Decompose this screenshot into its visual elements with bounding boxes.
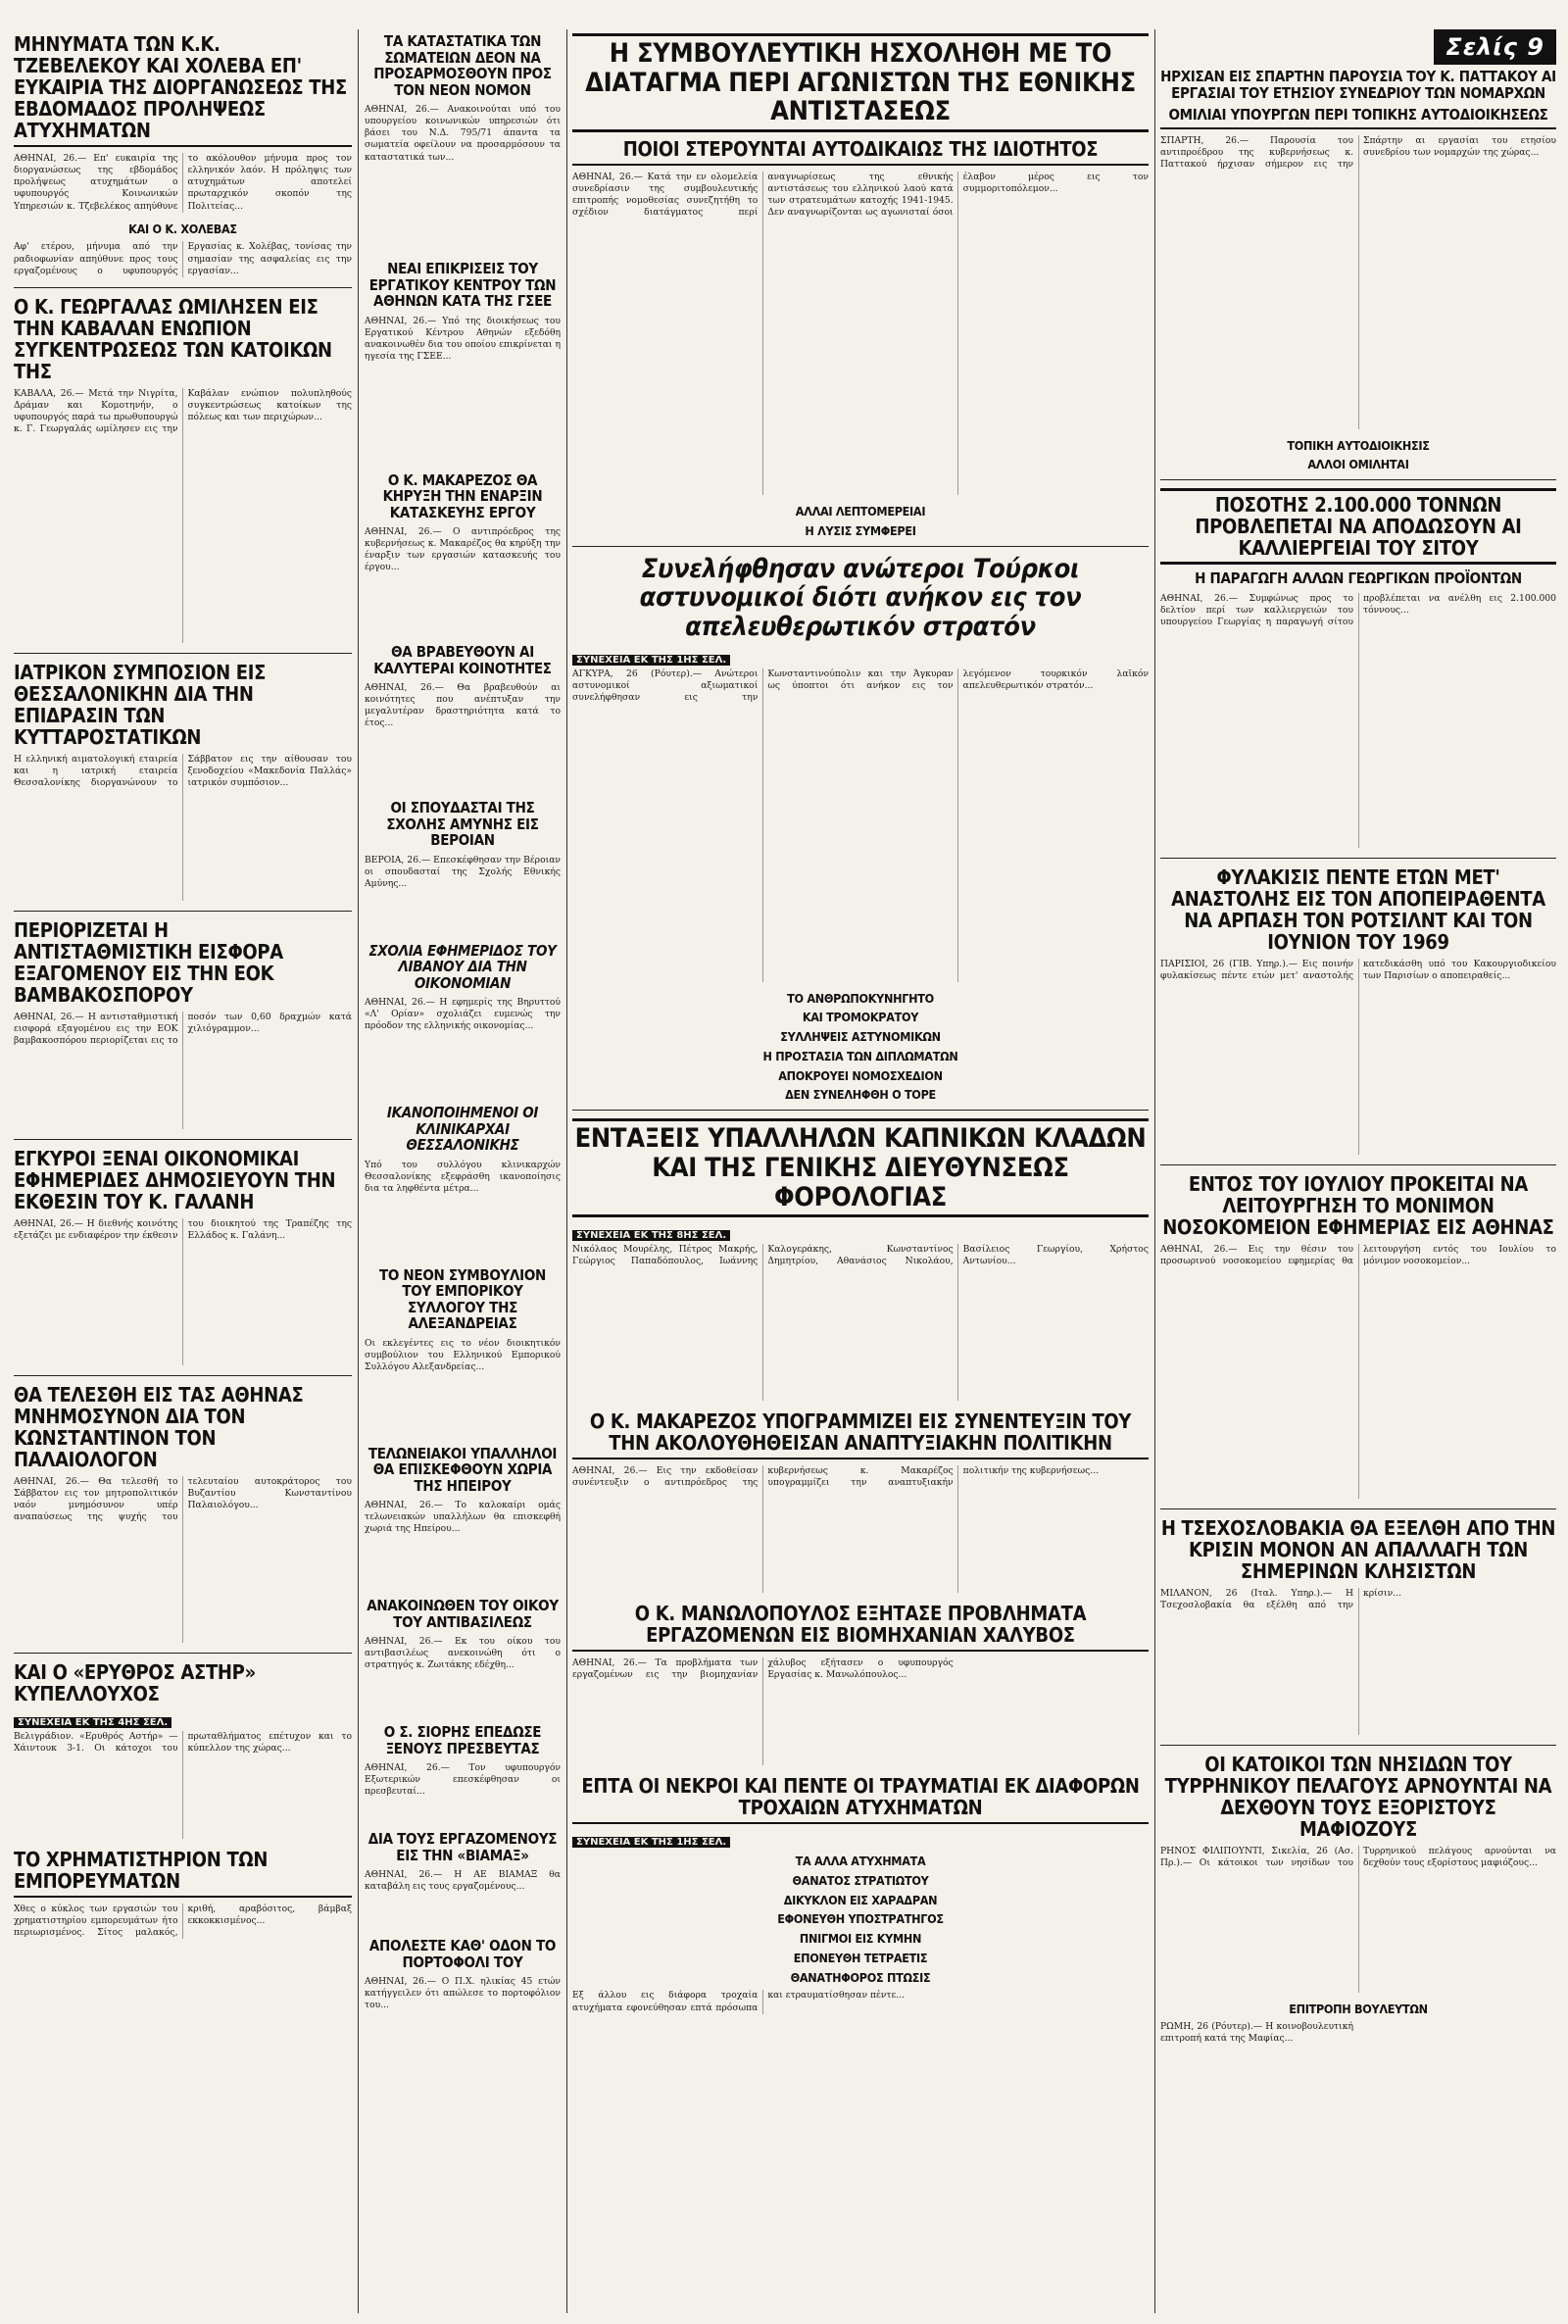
subheading: ΕΠΙΤΡΟΠΗ ΒΟΥΛΕΥΤΩΝ — [1289, 2001, 1428, 2016]
subheading: Η ΠΡΟΣΤΑΣΙΑ ΤΩΝ ΔΙΠΛΩΜΑΤΩΝ — [762, 1048, 958, 1063]
column-divider — [566, 29, 567, 2313]
headline: Ο Κ. ΜΑΚΑΡΕΖΟΣ ΘΑ ΚΗΡΥΞΗ ΤΗΝ ΕΝΑΡΞΙΝ ΚΑΤΑΣΚΕΥΗΣ ΕΡΓΟΥ — [382, 470, 543, 521]
article-body: ΒΕΡΟΙΑ, 26.— Επεσκέφθησαν την Βέροιαν οι σπουδασταί της Σχολής Εθνικής Αμύνης... — [365, 854, 561, 889]
headline: ΠΕΡΙΟΡΙΖΕΤΑΙ Η ΑΝΤΙΣΤΑΘΜΙΣΤΙΚΗ ΕΙΣΦΟΡΑ ΕΞΑΓΟΜΕΝΟΥ ΕΙΣ ΤΗΝ ΕΟΚ ΒΑΜΒΑΚΟΣΠΟΡΟΥ — [14, 917, 283, 1007]
headline: ΔΙΑ ΤΟΥΣ ΕΡΓΑΖΟΜΕΝΟΥΣ ΕΙΣ ΤΗΝ «ΒΙΑΜΑΞ» — [368, 1830, 558, 1864]
article-body: ΑΘΗΝΑΙ, 26.— Ο αντιπρόεδρος της κυβερνήσεως κ. Μακαρέζος θα κηρύξη την έναρξιν των εργασιών κατασκευής του έργου... — [365, 526, 561, 573]
column-center — [572, 29, 1149, 2313]
subheading: ΑΛΛΑΙ ΛΕΠΤΟΜΕΡΕΙΑΙ — [795, 504, 926, 519]
headline: ΠΟΙΟΙ ΣΤΕΡΟΥΝΤΑΙ ΑΥΤΟΔΙΚΑΙΩΣ ΤΗΣ ΙΔΙΟΤΗΤΟΣ — [572, 138, 1149, 166]
headline: Ο Σ. ΣΙΟΡΗΣ ΕΠΕΔΩΣΕ ΞΕΝΟΥΣ ΠΡΕΣΒΕΥΤΑΣ — [383, 1723, 542, 1757]
headline: ΣΧΟΛΙΑ ΕΦΗΜΕΡΙΔΟΣ ΤΟΥ ΛΙΒΑΝΟΥ ΔΙΑ ΤΗΝ ΟΙΚΟΝΟΜΙΑΝ — [368, 941, 557, 992]
divider — [1160, 1508, 1556, 1509]
page-header — [1160, 29, 1556, 65]
article-body: ΑΘΗΝΑΙ, 26.— Υπό της διοικήσεως του Εργατικού Κέντρου Αθηνών εξεδόθη ανακοινωθέν δια του οποίου επικρίνεται η ηγεσία της ΓΣΕΕ... — [365, 315, 561, 362]
article-body: ΜΙΛΑΝΟΝ, 26 (Ιταλ. Υπηρ.).— Η Τσεχοσλοβακία θα εξέλθη από την κρίσιν... — [1160, 1587, 1401, 1610]
article-body: ΑΘΗΝΑΙ, 26.— Η αντισταθμιστική εισφορά εξαγομένου εις την ΕΟΚ βαμβακοσπόρου περιορίζεται εις το ποσόν των 0,60 δραχμών κατά χιλιόγραμμον... — [14, 1011, 352, 1047]
article-body: ΑΘΗΝΑΙ, 26.— Τον υφυπουργόν Εξωτερικών επεσκέφθησαν οι πρεσβευταί... — [365, 1762, 561, 1798]
column-second — [365, 29, 561, 2313]
subheading: ΕΦΟΝΕΥΘΗ ΥΠΟΣΤΡΑΤΗΓΟΣ — [777, 1911, 944, 1927]
subheading: ΕΠΟΝΕΥΘΗ ΤΕΤΡΑΕΤΙΣ — [793, 1950, 928, 1965]
article-body: ΑΘΗΝΑΙ, 26.— Εις την θέσιν του προσωρινού νοσοκομείου εφημερίας θα λειτουργήση εντός του Ιουλίου το μόνιμον νοσοκομείον... — [1160, 1243, 1556, 1266]
column-divider — [358, 29, 359, 2313]
continuation-label: ΣΥΝΕΧΕΙΑ ΕΚ ΤΗΣ 8ΗΣ ΣΕΛ. — [572, 1230, 730, 1241]
headline: Συνελήφθησαν ανώτεροι Τούρκοι αστυνομικοί διότι ανήκον εις τον απελευθερωτικόν στρατόν — [639, 553, 1082, 642]
article-body: ΑΘΗΝΑΙ, 26.— Συμφώνως προς το δελτίον περί των καλλιεργειών του υπουργείου Γεωργίας η παραγωγή σίτου προβλέπεται να ανέλθη εις 2.100.000 τόννους... — [1160, 592, 1556, 627]
subheading: ΣΥΛΛΗΨΕΙΣ ΑΣΤΥΝΟΜΙΚΩΝ — [780, 1029, 941, 1045]
headline: Η ΠΑΡΑΓΩΓΗ ΑΛΛΩΝ ΓΕΩΡΓΙΚΩΝ ΠΡΟΪΟΝΤΩΝ — [1195, 569, 1522, 587]
headline: ΚΑΙ Ο «ΕΡΥΘΡΟΣ ΑΣΤΗΡ» ΚΥΠΕΛΛΟΥΧΟΣ — [14, 1659, 256, 1706]
headline: Η ΣΥΜΒΟΥΛΕΥΤΙΚΗ ΗΣΧΟΛΗΘΗ ΜΕ ΤΟ ΔΙΑΤΑΓΜΑ ΠΕΡΙ ΑΓΩΝΙΣΤΩΝ ΤΗΣ ΕΘΝΙΚΗΣ ΑΝΤΙΣΤΑΣΕΩΣ — [572, 33, 1149, 132]
headline: ΘΑ ΤΕΛΕΣΘΗ ΕΙΣ ΤΑΣ ΑΘΗΝΑΣ ΜΝΗΜΟΣΥΝΟΝ ΔΙΑ ΤΟΝ ΚΩΝΣΤΑΝΤΙΝΟΝ ΤΟΝ ΠΑΛΑΙΟΛΟΓΟΝ — [14, 1382, 304, 1471]
divider — [14, 911, 352, 912]
article-body: ΣΠΑΡΤΗ, 26.— Παρουσία του αντιπροέδρου της κυβερνήσεως κ. Παττακού ήρχισαν σήμερον εις την Σπάρτην αι εργασίαι του ετησίου συνεδρίου των νομαρχών της χώρας... — [1160, 134, 1556, 170]
article-body: ΑΘΗΝΑΙ, 26.— Κατά την εν ολομελεία συνεδρίασιν της συμβουλευτικής επιτροπής νομοθεσίας συνεζητήθη το σχέδιον διατάγματος περί αναγνωρίσεως της εθνικής αντιστάσεως του ελληνικού λαού κατά των στρατευμάτων κατοχής 1941-1945. Δεν αναγνωρίζονται ως αγωνισταί όσοι έλαβον μέρος εις τον συμμοριτοπόλεμον... — [572, 172, 1149, 219]
headline: ΤΟ ΝΕΟΝ ΣΥΜΒΟΥΛΙΟΝ ΤΟΥ ΕΜΠΟΡΙΚΟΥ ΣΥΛΛΟΓΟΥ ΤΗΣ ΑΛΕΞΑΝΔΡΕΙΑΣ — [378, 1265, 547, 1332]
continuation-label: ΣΥΝΕΧΕΙΑ ΕΚ ΤΗΣ 4ΗΣ ΣΕΛ. — [14, 1717, 172, 1728]
article-body: ΑΘΗΝΑΙ, 26.— Τα προβλήματα των εργαζομένων εις την βιομηχανίαν χάλυβος εξήτασεν ο υφυπουργός Εργασίας κ. Μανωλόπουλος... — [572, 1657, 954, 1681]
headline: ΕΓΚΥΡΟΙ ΞΕΝΑΙ ΟΙΚΟΝΟΜΙΚΑΙ ΕΦΗΜΕΡΙΔΕΣ ΔΗΜΟΣΙΕΥΟΥΝ ΤΗΝ ΕΚΘΕΣΙΝ ΤΟΥ Κ. ΓΑΛΑΝΗ — [14, 1146, 336, 1213]
article-body: ΑΓΚΥΡΑ, 26 (Ρόυτερ).— Ανώτεροι αστυνομικοί αξιωματικοί συνελήφθησαν εις την Κωνσταντινούπολιν και την Άγκυραν ως ύποπτοι ότι ανήκον εις τον λεγόμενον τουρκικόν λαϊκόν απελευθερωτικόν στρατόν... — [572, 668, 1149, 703]
article-body: Η ελληνική αιματολογική εταιρεία και η ιατρική εταιρεία Θεσσαλονίκης διοργανώνουν το Σάββατον εις την αίθουσαν του ξενοδοχείου «Μακεδονία Παλλάς» ιατρικόν συμπόσιον... — [14, 753, 352, 789]
headline: ΦΥΛΑΚΙΣΙΣ ΠΕΝΤΕ ΕΤΩΝ ΜΕΤ' ΑΝΑΣΤΟΛΗΣ ΕΙΣ ΤΟΝ ΑΠΟΠΕΙΡΑΘΕΝΤΑ ΝΑ ΑΡΠΑΣΗ ΤΟΝ ΡΟΤΣΙΛΝΤ ΚΑΙ ΤΟΝ ΙΟΥΝΙΟΝ ΤΟΥ 1969 — [1171, 865, 1545, 954]
divider — [14, 1139, 352, 1140]
headline: ΠΟΣΟΤΗΣ 2.100.000 ΤΟΝΝΩΝ ΠΡΟΒΛΕΠΕΤΑΙ ΝΑ ΑΠΟΔΩΣΟΥΝ ΑΙ ΚΑΛΛΙΕΡΓΕΙΑΙ ΤΟΥ ΣΙΤΟΥ — [1160, 488, 1556, 565]
column-right — [1160, 29, 1556, 2313]
divider — [572, 546, 1149, 547]
article-body: ΑΘΗΝΑΙ, 26.— Η ΑΕ ΒΙΑΜΑΞ θα καταβάλη εις τους εργαζομένους... — [365, 1869, 561, 1893]
subheading: ΔΕΝ ΣΥΝΕΛΗΦΘΗ Ο ΤΟΡΕ — [785, 1087, 936, 1103]
headline: ΘΑ ΒΡΑΒΕΥΘΟΥΝ ΑΙ ΚΑΛΥΤΕΡΑΙ ΚΟΙΝΟΤΗΤΕΣ — [373, 643, 552, 677]
article-body: Υπό του συλλόγου κλινικαρχών Θεσσαλονίκης εξεφράσθη ικανοποίησις δια τα ληφθέντα μέτρα... — [365, 1159, 561, 1194]
divider — [572, 1110, 1149, 1111]
headline: ΟΜΙΛΙΑΙ ΥΠΟΥΡΓΩΝ ΠΕΡΙ ΤΟΠΙΚΗΣ ΑΥΤΟΔΙΟΙΚΗΣΕΩΣ — [1160, 107, 1556, 129]
continuation-label: ΣΥΝΕΧΕΙΑ ΕΚ ΤΗΣ 1ΗΣ ΣΕΛ. — [572, 1837, 730, 1848]
subheading: ΘΑΝΑΤΟΣ ΣΤΡΑΤΙΩΤΟΥ — [792, 1872, 929, 1888]
article-body: ΚΑΒΑΛΑ, 26.— Μετά την Νιγρίτα, Δράμαν και Κομοτηνήν, ο υφυπουργός παρά τω πρωθυπουργώ κ. Γ. Γεωργαλάς ωμίλησεν εις την Καβάλαν ενώπιον πολυπληθούς συγκεντρώσεως κατοίκων της πόλεως και των περιχώρων... — [14, 387, 352, 435]
subheading: Η ΛΥΣΙΣ ΣΥΜΦΕΡΕΙ — [805, 522, 916, 538]
subheading: ΤΟΠΙΚΗ ΑΥΤΟΔΙΟΙΚΗΣΙΣ — [1287, 437, 1430, 453]
article-body: ΑΘΗΝΑΙ, 26.— Εκ του οίκου του αντιβασιλέως ανεκοινώθη ότι ο στρατηγός κ. Ζωιτάκης εδέχθη... — [365, 1636, 561, 1671]
headline: ΤΑ ΚΑΤΑΣΤΑΤΙΚΑ ΤΩΝ ΣΩΜΑΤΕΙΩΝ ΔΕΟΝ ΝΑ ΠΡΟΣΑΡΜΟΣΘΟΥΝ ΠΡΟΣ ΤΟΝ ΝΕΟΝ ΝΟΜΟΝ — [373, 32, 552, 99]
article-body: ΡΩΜΗ, 26 (Ρόυτερ).— Η κοινοβουλευτική επιτροπή κατά της Μαφίας... — [1160, 2021, 1353, 2045]
article-body: ΑΘΗΝΑΙ, 26.— Η εφημερίς της Βηρυττού «Λ' Ορίαν» σχολιάζει ευμενώς την πρόοδον της ελληνικής οικονομίας... — [365, 997, 561, 1032]
continuation-label: ΣΥΝΕΧΕΙΑ ΕΚ ΤΗΣ 1ΗΣ ΣΕΛ. — [572, 655, 730, 666]
headline: Η ΤΣΕΧΟΣΛΟΒΑΚΙΑ ΘΑ ΕΞΕΛΘΗ ΑΠΟ ΤΗΝ ΚΡΙΣΙΝ ΜΟΝΟΝ ΑΝ ΑΠΑΛΛΑΓΗ ΤΩΝ ΣΗΜΕΡΙΝΩΝ ΚΛΗΣΙΣΤΩΝ — [1160, 1515, 1556, 1583]
subheading: ΚΑΙ ΤΡΟΜΟΚΡΑΤΟΥ — [802, 1010, 919, 1025]
headline: ΑΠΟΛΕΣΤΕ ΚΑΘ' ΟΔΟΝ ΤΟ ΠΟΡΤΟΦΟΛΙ ΤΟΥ — [368, 1937, 557, 1971]
subheading: ΤΑ ΑΛΛΑ ΑΤΥΧΗΜΑΤΑ — [795, 1854, 926, 1869]
article-body: ΑΘΗΝΑΙ, 26.— Θα τελεσθή το Σάββατον εις τον μητροπολιτικόν ναόν μνημόσυνον υπέρ αναπαύσεως της ψυχής του τελευταίου αυτοκράτορος του Βυζαντίου Κωνσταντίνου Παλαιολόγου... — [14, 1475, 352, 1523]
divider — [1160, 1745, 1556, 1746]
article-body: ΡΗΝΟΣ ΦΙΛΙΠΟΥΝΤΙ, Σικελία, 26 (Ασ. Πρ.).— Οι κάτοικοι των νησίδων του Τυρρηνικού πελάγους αρνούνται να δεχθούν τους εξορίστους μαφιόζους... — [1160, 1845, 1556, 1868]
divider — [1160, 1164, 1556, 1165]
divider — [1160, 479, 1556, 480]
headline: ΕΝΤΟΣ ΤΟΥ ΙΟΥΛΙΟΥ ΠΡΟΚΕΙΤΑΙ ΝΑ ΛΕΙΤΟΥΡΓΗΣΗ ΤΟ ΜΟΝΙΜΟΝ ΝΟΣΟΚΟΜΕΙΟΝ ΕΦΗΜΕΡΙΑΣ ΕΙΣ ΑΘΗΝΑΣ — [1162, 1171, 1554, 1239]
subheading: ΤΟ ΑΝΘΡΩΠΟΚΥΝΗΓΗΤΟ — [787, 990, 934, 1006]
headline: ΟΙ ΚΑΤΟΙΚΟΙ ΤΩΝ ΝΗΣΙΔΩΝ ΤΟΥ ΤΥΡΡΗΝΙΚΟΥ ΠΕΛΑΓΟΥΣ ΑΡΝΟΥΝΤΑΙ ΝΑ ΔΕΧΘΟΥΝ ΤΟΥΣ ΕΞΟΡΙΣΤΟΥΣ ΜΑΦΙΟΖΟΥΣ — [1164, 1752, 1552, 1841]
article-body: Βελιγράδιον. «Ερυθρός Αστήρ» — Χάιντουκ 3-1. Οι κάτοχοι του πρωταθλήματος επέτυχον και το κύπελλον της χώρας... — [14, 1730, 352, 1755]
column-divider — [1154, 29, 1155, 2313]
divider — [14, 653, 352, 654]
headline: ΗΡΧΙΣΑΝ ΕΙΣ ΣΠΑΡΤΗΝ ΠΑΡΟΥΣΙΑ ΤΟΥ Κ. ΠΑΤΤΑΚΟΥ ΑΙ ΕΡΓΑΣΙΑΙ ΤΟΥ ΕΤΗΣΙΟΥ ΣΥΝΕΔΡΙΟΥ ΤΩΝ ΝΟΜΑΡΧΩΝ — [1160, 68, 1556, 102]
headline: ΕΠΤΑ ΟΙ ΝΕΚΡΟΙ ΚΑΙ ΠΕΝΤΕ ΟΙ ΤΡΑΥΜΑΤΙΑΙ ΕΚ ΔΙΑΦΟΡΩΝ ΤΡΟΧΑΙΩΝ ΑΤΥΧΗΜΑΤΩΝ — [572, 1775, 1149, 1824]
headline: ΙΚΑΝΟΠΟΙΗΜΕΝΟΙ ΟΙ ΚΛΙΝΙΚΑΡΧΑΙ ΘΕΣΣΑΛΟΝΙΚΗΣ — [386, 1104, 539, 1154]
divider — [14, 1653, 352, 1654]
subheading: ΔΙΚΥΚΛΟΝ ΕΙΣ ΧΑΡΑΔΡΑΝ — [783, 1892, 938, 1907]
article-body: ΑΘΗΝΑΙ, 26.— Εις την εκδοθείσαν συνέντευξιν ο αντιπρόεδρος της κυβερνήσεως κ. Μακαρέζος υπογραμμίζει την αναπτυξιακήν πολιτικήν της κυβερνήσεως... — [572, 1465, 1100, 1489]
divider — [14, 1375, 352, 1376]
headline: ΕΝΤΑΞΕΙΣ ΥΠΑΛΛΗΛΩΝ ΚΑΠΝΙΚΩΝ ΚΛΑΔΩΝ ΚΑΙ ΤΗΣ ΓΕΝΙΚΗΣ ΔΙΕΥΘΥΝΣΕΩΣ ΦΟΡΟΛΟΓΙΑΣ — [572, 1118, 1149, 1217]
article-body: ΑΘΗΝΑΙ, 26.— Θα βραβευθούν αι κοινότητες που ανέπτυξαν την μεγαλυτέραν δραστηριότητα κατά το έτος... — [365, 682, 561, 729]
subheading: ΚΑΙ Ο Κ. ΧΟΛΕΒΑΣ — [128, 221, 237, 236]
article-body: Αφ' ετέρου, μήνυμα από την ραδιοφωνίαν απηύθυνε προς τους εργαζομένους ο υφυπουργός Εργασίας κ. Χολέβας, τονίσας την σημασίαν της ασφαλείας εις την εργασίαν... — [14, 241, 352, 276]
article-body: Χθες ο κύκλος των εργασιών του χρηματιστηρίου εμπορευμάτων ήτο περιωρισμένος. Σίτος μαλακός, κριθή, αραβόσιτος, βάμβαξ εκκοκκισμένος... — [14, 1903, 352, 1939]
headline: Ο Κ. ΜΑΚΑΡΕΖΟΣ ΥΠΟΓΡΑΜΜΙΖΕΙ ΕΙΣ ΣΥΝΕΝΤΕΥΞΙΝ ΤΟΥ ΤΗΝ ΑΚΟΛΟΥΘΗΘΕΙΣΑΝ ΑΝΑΠΤΥΞΙΑΚΗΝ ΠΟΛΙΤΙΚΗΝ — [572, 1410, 1149, 1459]
article-body: ΑΘΗΝΑΙ, 26.— Επ' ευκαιρία της διοργανώσεως της εβδομάδος προλήψεως ατυχημάτων ο υφυπουργός Κοινωνικών Υπηρεσιών κ. Τζεβελέκος απηύθυνε το ακόλουθον μήνυμα προς τον ελληνικόν λαόν. Η πρόληψις των ατυχημάτων αποτελεί πρωταρχικόν σκοπόν της Πολιτείας... — [14, 153, 352, 212]
subheading: ΠΝΙΓΜΟΙ ΕΙΣ ΚΥΜΗΝ — [799, 1931, 922, 1947]
column-left — [14, 29, 352, 2313]
headline: ΙΑΤΡΙΚΟΝ ΣΥΜΠΟΣΙΟΝ ΕΙΣ ΘΕΣΣΑΛΟΝΙΚΗΝ ΔΙΑ ΤΗΝ ΕΠΙΔΡΑΣΙΝ ΤΩΝ ΚΥΤΤΑΡΟΣΤΑΤΙΚΩΝ — [14, 660, 267, 749]
divider — [14, 287, 352, 288]
article-body: ΑΘΗΝΑΙ, 26.— Ο Π.Χ. ηλικίας 45 ετών κατήγγειλεν ότι απώλεσε το πορτοφόλιον του... — [365, 1976, 561, 2011]
headline: ΤΕΛΩΝΕΙΑΚΟΙ ΥΠΑΛΛΗΛΟΙ ΘΑ ΕΠΙΣΚΕΦΘΟΥΝ ΧΩΡΙΑ ΤΗΣ ΗΠΕΙΡΟΥ — [368, 1444, 558, 1495]
article-body: ΑΘΗΝΑΙ, 26.— Η διεθνής κοινότης εξετάζει με ενδιαφέρον την έκθεσιν του διοικητού της Τραπέζης της Ελλάδος κ. Γαλάνη... — [14, 1217, 352, 1242]
subheading: ΑΛΛΟΙ ΟΜΙΛΗΤΑΙ — [1307, 457, 1409, 472]
headline: ΑΝΑΚΟΙΝΩΘΕΝ ΤΟΥ ΟΙΚΟΥ ΤΟΥ ΑΝΤΙΒΑΣΙΛΕΩΣ — [367, 1597, 559, 1631]
subheading: ΘΑΝΑΤΗΦΟΡΟΣ ΠΤΩΣΙΣ — [790, 1969, 931, 1985]
page-number-label: Σελίς 9 — [1434, 29, 1556, 65]
headline: ΝΕΑΙ ΕΠΙΚΡΙΣΕΙΣ ΤΟΥ ΕΡΓΑΤΙΚΟΥ ΚΕΝΤΡΟΥ ΤΩΝ ΑΘΗΝΩΝ ΚΑΤΑ ΤΗΣ ΓΣΕΕ — [368, 260, 557, 310]
headline: ΟΙ ΣΠΟΥΔΑΣΤΑΙ ΤΗΣ ΣΧΟΛΗΣ ΑΜΥΝΗΣ ΕΙΣ ΒΕΡΟΙΑΝ — [386, 799, 539, 849]
article-body: ΠΑΡΙΣΙΟΙ, 26 (ΓΙΒ. Υπηρ.).— Εις ποινήν φυλακίσεως πέντε ετών μετ' αναστολής κατεδικάσθη υπό του Κακουργιοδικείου των Παρισίων ο αποπειραθείς... — [1160, 958, 1556, 981]
article-body: Εξ άλλου εις διάφορα τροχαία ατυχήματα εφονεύθησαν επτά πρόσωπα και ετραυματίσθησαν πέντε... — [572, 1990, 905, 2013]
subheading: ΑΠΟΚΡΟΥΕΙ ΝΟΜΟΣΧΕΔΙΟΝ — [778, 1067, 943, 1083]
article-body: ΑΘΗΝΑΙ, 26.— Το καλοκαίρι ομάς τελωνειακών υπαλλήλων θα επισκεφθή χωριά της Ηπείρου... — [365, 1500, 561, 1535]
headline: ΜΗΝΥΜΑΤΑ ΤΩΝ Κ.Κ. ΤΖΕΒΕΛΕΚΟΥ ΚΑΙ ΧΟΛΕΒΑ ΕΠ' ΕΥΚΑΙΡΙΑ ΤΗΣ ΔΙΟΡΓΑΝΩΣΕΩΣ ΤΗΣ ΕΒΔΟΜΑΔΟΣ ΠΡΟΛΗΨΕΩΣ ΑΤΥΧΗΜΑΤΩΝ — [14, 33, 352, 147]
headline: Ο Κ. ΓΕΩΡΓΑΛΑΣ ΩΜΙΛΗΣΕΝ ΕΙΣ ΤΗΝ ΚΑΒΑΛΑΝ ΕΝΩΠΙΟΝ ΣΥΓΚΕΝΤΡΩΣΕΩΣ ΤΩΝ ΚΑΤΟΙΚΩΝ ΤΗΣ — [14, 294, 332, 383]
article-body: Νικόλαος Μουρέλης, Πέτρος Μακρής, Γεώργιος Παπαδόπουλος, Ιωάννης Καλογεράκης, Κωνσταντίνος Δημητρίου, Αθανάσιος Νικολάου, Βασίλειος Γεωργίου, Χρήστος Αντωνίου... — [572, 1244, 1149, 1267]
article-body: ΑΘΗΝΑΙ, 26.— Ανακοινούται υπό του υπουργείου κοινωνικών υπηρεσιών ότι βάσει του Ν.Δ. 795/71 άπαντα τα σωματεία οφείλουν να προσαρμόσουν τα καταστατικά των... — [365, 104, 561, 163]
headline: ΤΟ ΧΡΗΜΑΤΙΣΤΗΡΙΟΝ ΤΩΝ ΕΜΠΟΡΕΥΜΑΤΩΝ — [14, 1849, 352, 1898]
article-body: Οι εκλεγέντες εις το νέον διοικητικόν συμβούλιον του Ελληνικού Εμπορικού Συλλόγου Αλεξανδρείας... — [365, 1337, 561, 1372]
headline: Ο Κ. ΜΑΝΩΛΟΠΟΥΛΟΣ ΕΞΗΤΑΣΕ ΠΡΟΒΛΗΜΑΤΑ ΕΡΓΑΖΟΜΕΝΩΝ ΕΙΣ ΒΙΟΜΗΧΑΝΙΑΝ ΧΑΛΥΒΟΣ — [572, 1603, 1149, 1652]
divider — [1160, 858, 1556, 859]
